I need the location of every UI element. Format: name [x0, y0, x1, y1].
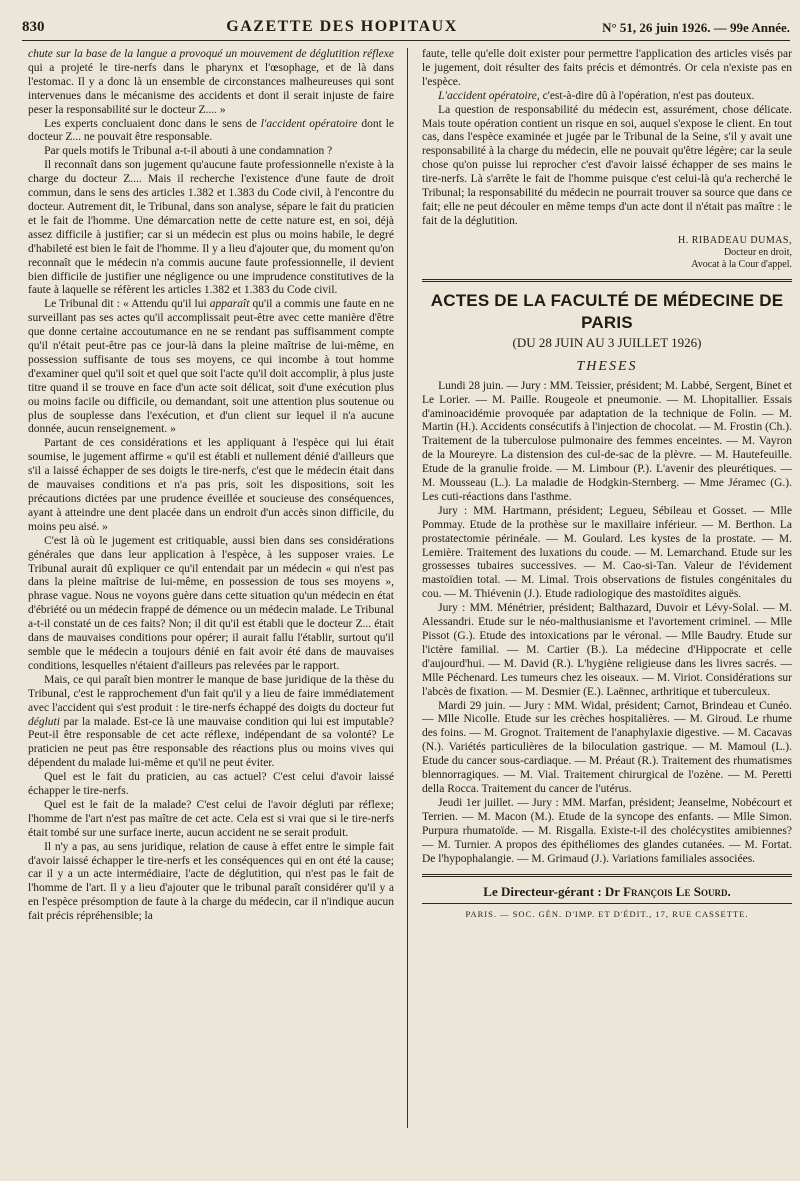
italic-phrase: chute sur la base de la langue a provoqué un mouvement de déglutition réflexe	[28, 48, 394, 60]
author-title: Docteur en droit,	[723, 246, 792, 258]
director-line	[422, 885, 792, 899]
text-run: dont le docteur Z... ne pouvait être responsable.	[28, 117, 394, 144]
paragraph: Partant de ces considérations et les appliquant à l'espèce qui lui était soumise, le jugement affirme « qu'il est établi et nullement dénié d'ailleurs que s'il a laissé échapper de ses doigts le tire-nerfs, c'est que le médecin était dans de mauvaises conditions et n'a pas pris, soit les dispositions, soit les précautions dictées par une prudence éveillée et soucieuse des conséquences, ayant à atteindre une dent placée dans un endroit d'un accès sinon difficile, du moins peu aisé. »	[28, 437, 394, 533]
left-column	[28, 48, 394, 1176]
theses-entry: Jeudi 1er juillet. — Jury : MM. Marfan, président; Jeanselme, Nobécourt et Terrien. — M. Macon (M.). Etude de la syncope des enfants. — Mlle Simon. Purpura rhumatoïde. — M. Risgalla. Existe-t-il des cholécystites amibiennes? — M. Turnier. A propos des épithéliomes des glandes cutanées. — M. Fortat. De l'hypophalangie. — M. Grimaud (J.). Variations familiales associées.	[422, 796, 792, 865]
text-run: Mais, ce qui paraît bien montrer le manque de base juridique de la thèse du Tribunal, c'est le rapprochement d'un fait qu'il y a lieu de faire immédiatement avec l'accident qui s'est produit : le tire-nerfs échappé des doigts du docteur fut	[28, 673, 394, 714]
italic-phrase: L'accident opératoire,	[438, 89, 540, 102]
director-label: Le Directeur-gérant : Dr	[483, 884, 620, 900]
right-column	[422, 48, 792, 1176]
theses-entry: Jury : MM. Ménétrier, président; Balthazard, Duvoir et Lévy-Solal. — M. Alessandri. Etude sur le néo-malthusianisme et l'avortement criminel. — Mlle Pissot (G.). Etude des intoxications par le véronal. — Mlle Baudry. Etude sur l'ictère familial. — M. Cartier (B.). La médecine d'Hippocrate et celle d'aujourd'hui. — M. David (R.). L'hygiène religieuse dans les livres sacrés. — Mlle Péchenard. Les tumeurs chez les oiseaux. — M. Viriot. Considérations sur l'abcès de fixation. — M. Desmier (E.). Laënnec, arthritique et tuberculeux.	[422, 602, 792, 698]
text-run: qu'il a commis une faute en ne surveillant pas ses actes qu'il accomplissait peut-être avec cette manière d'être que donne certaine accoutumance en ne se rendant pas suffisamment compte qu'il n'était peut-être pas ce jour-là dans la pleine maîtrise de lui-même, en possession suffisante de tous ses moyens, ce qui incombe à tout homme d'examiner quel qu'il soit et quel que soit l'acte qu'il doit accomplir, à plus juste titre quand il se trouve en face d'un acte soit délicat, soit d'une exécution plus ou moins facile ou difficile, ou demandant, soit une attention plus soutenue ou plus de souplesse dans l'exécution, et d'un client sur lequel il n'a aucune donnée, aucun renseignement. »	[28, 298, 394, 436]
section-dates: (DU 28 JUIN AU 3 JUILLET 1926)	[512, 334, 702, 350]
imprint-rule	[422, 903, 792, 904]
director-name: François Le Sourd.	[623, 884, 731, 900]
italic-phrase: apparaît	[209, 298, 250, 311]
paragraph	[28, 48, 394, 118]
section-rule	[422, 279, 792, 284]
column-divider	[407, 48, 408, 1128]
paragraph	[28, 674, 394, 771]
italic-phrase: dégluti	[28, 715, 60, 728]
author-affiliation: Avocat à la Cour d'appel.	[691, 258, 792, 270]
text-run: qui a projeté le tire-nerfs dans le pharynx et l'œsophage, et de là dans l'estomac. Il y a donc là un ensemble de circonstances malheureuses qui sont intervenues dans le mécanisme des accidents et dont il serait injuste de faire peser la responsabilité sur le docteur Z.... »	[28, 61, 394, 116]
printer-imprint: PARIS. — SOC. GÉN. D'IMP. ET D'ÉDIT., 17, RUE CASSETTE.	[465, 909, 749, 920]
author-signature	[422, 235, 792, 271]
text-run: Les experts concluaient donc dans le sens de	[44, 117, 257, 130]
author-name: H. RIBADEAU DUMAS,	[677, 234, 792, 246]
italic-phrase: l'accident opératoire	[260, 117, 358, 130]
issue-info: N° 51, 26 juin 1926. — 99e Année.	[602, 20, 790, 35]
paragraph: C'est là où le jugement est critiquable, aussi bien dans ses considérations générales que dans leur application à l'espèce, à les supposer vraies. Le Tribunal aurait dû expliquer ce qu'il entendait par un médecin « qui n'est pas dans la pleine maîtrise de lui-même, en possession de tous ses moyens », phrase vague. Nous ne voyons guère dans cette situation qu'un médecin en état d'ébriété ou un médecin frappé de démence ou un médecin malade. Le Tribunal a-t-il constaté un de ces faits? Non; il dit qu'il est établi que le docteur Z... était dans de mauvaises conditions pour opérer; il aurait fallu l'établir, surtout qu'il semble que le médecin a toujours dénié en fait avoir été dans de mauvaises conditions, lesquelles n'étaient d'ailleurs pas relevées par le rapport.	[28, 534, 394, 672]
page-number: 830	[22, 19, 45, 35]
paragraph: faute, telle qu'elle doit exister pour permettre l'application des articles visés par le jugement, doit résulter des faits précis et démontrés. Or cela n'existe pas en l'espèce.	[422, 48, 792, 88]
paragraph: Il n'y a pas, au sens juridique, relation de cause à effet entre le simple fait d'avoir laissé échapper le tire-nerfs et les conséquences qui en ont été la cause; car il y a un acte intermédiaire, l'acte de déglutition, qui n'est pas le fait de l'homme de l'art. Il y a lieu d'ajouter que le tribunal paraît considérer qu'il y a en l'espèce présomption de faute à la charge du médecin, car il n'indique aucun fait précis répréhensible; la	[28, 840, 394, 923]
paragraph: La question de responsabilité du médecin est, assurément, chose délicate. Mais toute opération contient un risque en soi, auquel s'expose le client. En tout cas, dans l'espèce examinée et jugée par le Tribunal de la Seine, s'il y avait une responsabilité à la charge du médecin, elle ne pouvait qu'être légère; car la seule chose qu'on puisse lui reprocher c'est d'avoir laissé échapper de ses mains le tire-nerfs. Là s'arrête le fait de l'homme puisque c'est celui-là qu'a recherché le Tribunal; la responsabilité du médecin ne pourrait trouver sa source que dans ce fait; elle ne peut découler en même temps d'un acte dont il n'était pas maître : le fait de la déglutition.	[422, 103, 792, 227]
section-title: ACTES DE LA FACULTÉ DE MÉDECINE DE PARIS	[430, 290, 784, 332]
paragraph: Par quels motifs le Tribunal a-t-il abouti à une condamnation ?	[44, 145, 333, 158]
theses-entry: Lundi 28 juin. — Jury : MM. Teissier, président; M. Labbé, Sergent, Binet et Le Lorier. — M. Paille. Rougeole et pneumonie. — M. Lhopitallier. Essais d'aminoacidémie provoquée par adaptation de la technique de Folin. — M. Martin (H.). Accidents consécutifs à l'injection de chocolat. — M. Frostin (Ch.). Traitement de la tuberculose pulmonaire des femmes enceintes. — M. Vayron de la Moureyre. La distension des cul-de-sac de la plèvre. — M. Hautefeuille. Etude de la granulie froide. — M. Limbour (P.). L'avenir des pleurétiques. — M. Mousseau (L.). La maladie de Hodgkin-Sternberg. — Mme Jéramec (G.). Les cuti-réactions dans l'asthme.	[422, 379, 792, 503]
paragraph	[28, 118, 394, 146]
theses-entry: Jury : MM. Hartmann, président; Legueu, Sébileau et Gosset. — Mlle Pommay. Etude de la prothèse sur le maxillaire inférieur. — M. Berthon. La prostatectomie périnéale. — M. Goulard. Les kystes de la prostate. — M. Lemière. Traitement des luxations du coude. — M. Lemarchand. Etude sur les grossesses tubaires successives. — M. Cao-si-Tan. Valeur de l'évidement mastoïdien total. — M. Limal. Trois observations de fistules congénitales du cou. — M. Thiévenin (J.). Etude radiologique des mastoïdites aiguës.	[422, 504, 792, 601]
paragraph	[422, 90, 792, 104]
paragraph: Quel est le fait de la malade? C'est celui de l'avoir dégluti par réflexe; l'homme de l'art n'est pas maître de cet acte. Cela est si vrai que si le tire-nerfs était tombé sur une surface inerte, aucun accident ne se serait produit.	[28, 798, 394, 839]
paragraph: Il reconnaît dans son jugement qu'aucune faute professionnelle n'existe à la charge du docteur Z.... Mais il recherche l'existence d'une faute de droit commun, dans le sens des articles 1.382 et 1.383 du Code civil, à l'encontre du docteur. Autrement dit, le Tribunal, dans son analyse, sépare le fait du praticien et le fait de l'homme. Une démarcation nette de cette nature est, en soi, déjà assez difficile à justifier; car si un médecin est plus ou moins habile, le degré d'habileté est bien le fait de l'homme. Il y a lieu d'ajouter que, du moment qu'on reconnaît que le médecin n'a commis aucune faute professionnelle, il devient bien difficile de justifier une négligence ou une imprudence constitutives de la faute à laquelle se réfèrent les articles 1.382 et 1.383 du Code civil.	[28, 159, 394, 297]
text-run: Le Tribunal dit : « Attendu qu'il lui	[44, 298, 207, 311]
text-run: c'est-à-dire dû à l'opération, n'est pas douteux.	[542, 89, 755, 102]
paragraph: Quel est le fait du praticien, au cas actuel? C'est celui d'avoir laissé échapper le tire-nerfs.	[28, 771, 394, 798]
theses-heading: THESES	[576, 358, 638, 374]
paragraph	[28, 298, 394, 437]
journal-title: GAZETTE DES HOPITAUX	[226, 18, 458, 35]
footer-rule	[422, 874, 792, 879]
page-header	[22, 10, 790, 41]
text-run: par la malade. Est-ce là une mauvaise condition qui lui est imputable? Peut-il être responsable de cet acte réflexe, indépendant de sa volonté? Le praticien ne peut pas être responsable des réactions plus ou moins vives qui dépendent du malade lui-même et qu'il ne peut éviter.	[28, 715, 394, 770]
theses-entry: Mardi 29 juin. — Jury : MM. Widal, président; Carnot, Brindeau et Cunéo. — Mlle Nicolle. Etude sur les crèches hospitalières. — M. Giroud. Le rhume des foins. — M. Grognot. Traitement de l'anaphylaxie digestive. — M. Cacavas (N.). Variétés particulières de la biloculation gastrique. — M. Mamoul (L.). Etude du cancer sous-cardiaque. — M. Préaut (R.). Traitement des rhumatismes blennorragiques. — M. Vial. Traitement chirurgical de l'ozène. — M. Peretti della Rocca. Traitement du cancer de l'utérus.	[422, 699, 792, 795]
